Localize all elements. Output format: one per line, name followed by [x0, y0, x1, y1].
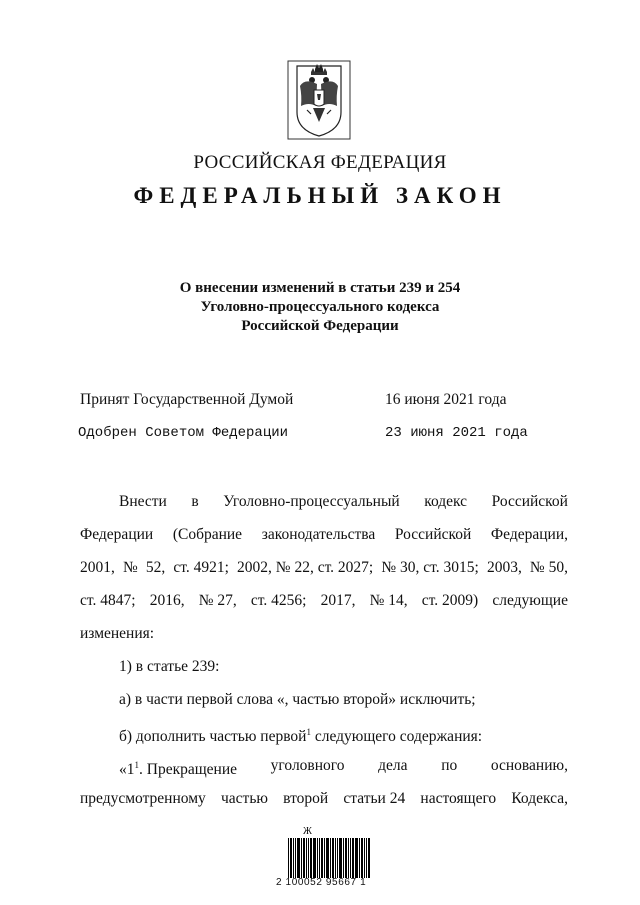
- quote-line-2: предусмотренному частью второй статьи 24 настоящего Кодекса,: [80, 790, 568, 807]
- body-line-4: ст. 4847; 2016, № 27, ст. 4256; 2017, № 14, ст. 2009) следующие: [80, 592, 568, 609]
- barcode-number: 2 100052 95667 1: [276, 877, 367, 888]
- body-line-1: Внести в Уголовно-процессуальный кодекс Российской: [119, 493, 568, 510]
- item-b: б) дополнить частью первой$^1$ следующего содержания:: [119, 727, 483, 745]
- barcode-graphic: [288, 838, 370, 878]
- law-title-line-3: Российской Федерации: [241, 318, 399, 334]
- body-line-3: 2001, № 52, ст. 4921; 2002, № 22, ст. 2027; № 30, ст. 3015; 2003, № 50,: [80, 559, 568, 576]
- duma-adoption-label: Принят Государственной Думой: [80, 391, 294, 408]
- council-approval-label: Одобрен Советом Федерации: [78, 425, 289, 441]
- duma-adoption-date: 16 июня 2021 года: [385, 391, 507, 408]
- quote-line-1: «$1^1$. Прекращение уголовного дела по основанию,: [119, 757, 568, 778]
- law-type-heading: ФЕДЕРАЛЬНЫЙ ЗАКОН: [133, 183, 507, 208]
- coat-of-arms-emblem: [287, 60, 351, 140]
- council-approval-date: 23 июня 2021 года: [385, 425, 528, 441]
- law-title-line-2: Уголовно-процессуального кодекса: [200, 299, 440, 315]
- body-line-5: изменения:: [80, 625, 155, 642]
- country-heading: РОССИЙСКАЯ ФЕДЕРАЦИЯ: [193, 152, 447, 173]
- item-1: 1) в статье 239:: [119, 658, 220, 675]
- law-title-line-1: О внесении изменений в статьи 239 и 254: [179, 280, 461, 296]
- initials-mark: Ж: [303, 826, 312, 837]
- body-line-2: Федерации (Собрание законодательства Российской Федерации,: [80, 526, 568, 543]
- item-a: а) в части первой слова «, частью второй» исключить;: [119, 691, 476, 708]
